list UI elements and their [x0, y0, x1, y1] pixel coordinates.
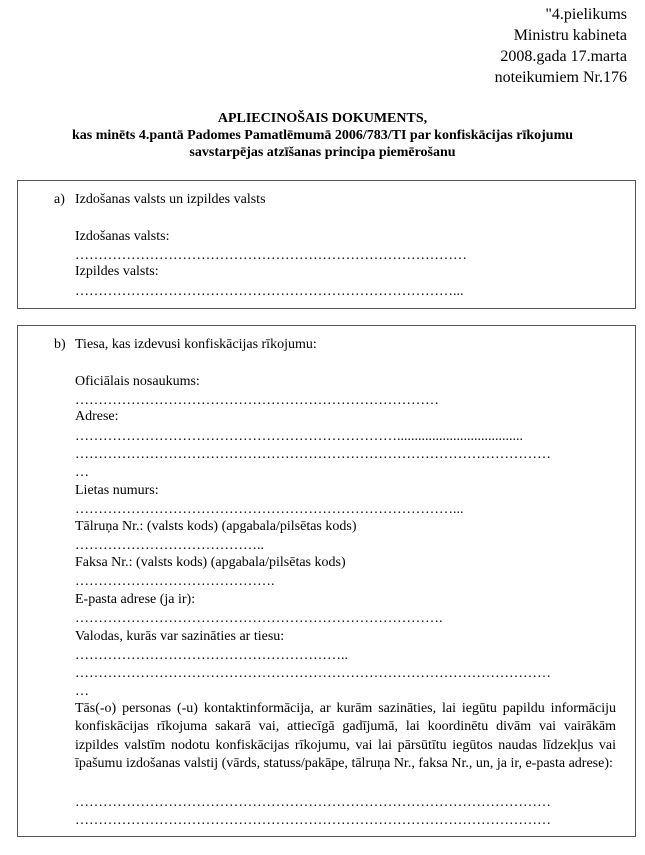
- executing-state-field[interactable]: ………………………………………………………………………...: [75, 284, 464, 299]
- fax-label: Faksa Nr.: (valsts kods) (apgabala/pilsētas kods): [75, 555, 346, 570]
- email-field[interactable]: …………………………………………………………………….: [75, 611, 443, 626]
- title-line-1: APLIECINOŠAIS DOKUMENTS,: [217, 111, 428, 126]
- case-number-label: Lietas numurs:: [75, 483, 159, 498]
- issuing-state-field[interactable]: …………………………………………………………………………: [75, 248, 467, 263]
- official-name-field[interactable]: ……………………………………………………………………: [75, 393, 439, 408]
- fax-field[interactable]: …………………………………….: [75, 574, 275, 589]
- annex-date: 2008.gada 17.marta: [500, 48, 627, 65]
- section-b-heading: Tiesa, kas izdevusi konfiskācijas rīkojumu:: [75, 337, 317, 352]
- address-field-line-3[interactable]: …: [75, 465, 89, 480]
- title-line-2: kas minēts 4.pantā Padomes Pamatlēmumā 2006/783/TI par konfiskācijas rīkojumu: [71, 128, 574, 143]
- official-name-label: Oficiālais nosaukums:: [75, 374, 200, 389]
- phone-field[interactable]: …………………………………..: [75, 538, 264, 553]
- address-field-line-2[interactable]: …………………………………………………………………………………………: [75, 447, 551, 462]
- annex-issuer: Ministru kabineta: [513, 27, 627, 44]
- annex-header: [495, 4, 627, 88]
- title-line-3: savstarpējas atzīšanas principa piemērošanu: [189, 145, 456, 160]
- document-title: [0, 110, 645, 161]
- address-label: Adrese:: [75, 409, 119, 424]
- section-b-box: [17, 325, 636, 837]
- languages-field-line-3[interactable]: …: [75, 684, 89, 699]
- annex-number: "4.pielikums: [545, 6, 627, 23]
- section-b-letter: b): [54, 337, 66, 352]
- section-a-heading: Izdošanas valsts un izpildes valsts: [75, 192, 266, 207]
- contact-info-paragraph: Tās(-o) personas (-u) kontaktinformācija, ar kurām sazināties, lai iegūtu papildu informāciju konfiskācijas rīkojuma sakarā vai, attiecīgā gadījumā, lai koordinētu divām vai vairākām izpildes valstīm nodotu konfiskācijas rīkojumu, vai lai pārsūtītu iegūtos naudas līdzekļus vai īpašumu izdošanas valstij (vārds, statuss/pakāpe, tālruņa Nr., faksa Nr., un, ja ir, e-pasta adrese):: [75, 701, 616, 771]
- phone-label: Tālruņa Nr.: (valsts kods) (apgabala/pilsētas kods): [75, 519, 357, 534]
- address-field-line-1[interactable]: ……………………………………………………………....................................: [75, 429, 523, 444]
- annex-regulation: noteikumiem Nr.176: [494, 69, 627, 86]
- section-a-box: [17, 180, 636, 309]
- languages-field-line-2[interactable]: …………………………………………………………………………………………: [75, 666, 551, 681]
- email-label: E-pasta adrese (ja ir):: [75, 592, 196, 607]
- case-number-field[interactable]: ………………………………………………………………………...: [75, 502, 464, 517]
- languages-label: Valodas, kurās var sazināties ar tiesu:: [75, 629, 285, 644]
- section-a-letter: a): [54, 192, 65, 207]
- executing-state-label: Izpildes valsts:: [75, 264, 159, 279]
- languages-field-line-1[interactable]: …………………………………………………..: [75, 648, 348, 663]
- issuing-state-label: Izdošanas valsts:: [75, 229, 170, 244]
- contact-info-field-line-2[interactable]: …………………………………………………………………………………………: [75, 813, 551, 828]
- contact-info-field-line-1[interactable]: …………………………………………………………………………………………: [75, 795, 551, 810]
